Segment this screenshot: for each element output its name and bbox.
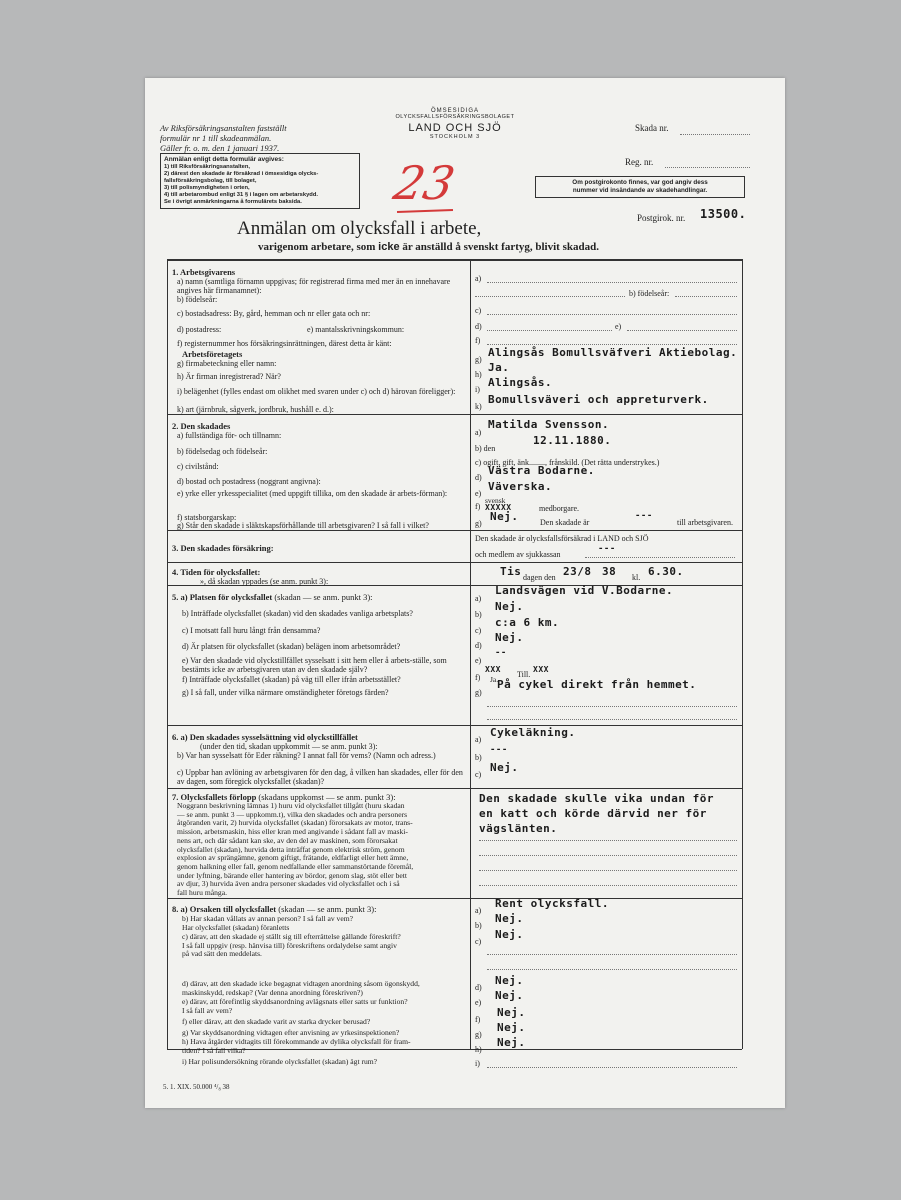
s7-line: — se anm. punkt 3 — uppkomm.t), vilka den skadades och andra personers <box>177 809 408 819</box>
s2-b-prefix: b) den <box>475 444 496 453</box>
s1-b-label: b) födelseår: <box>177 295 218 304</box>
s8-line: tiden? I så fall vilka? <box>182 1045 246 1055</box>
s5-g-label: g) I så fall, under vilka närmare omständigheter företogs färden? <box>182 688 389 697</box>
s5-d-letter: d) <box>475 641 482 650</box>
s2-g-dash: --- <box>635 511 653 521</box>
postgiro-value: 13500. <box>700 207 747 221</box>
company-top: ÖMSESIDIGA <box>430 108 479 114</box>
s5-f-till: Till. <box>517 670 531 679</box>
s2-g-letter: g) <box>475 519 482 528</box>
s2-e-label: e) yrke eller yrkesspecialitet (med uppgift tillika, om den skadade är arbets-förman): <box>177 489 448 498</box>
s2-b-answer: 12.11.1880. <box>533 434 612 447</box>
s8-c-label <box>182 933 401 959</box>
s4-heading: 4. Tiden för olycksfallet: <box>172 567 261 577</box>
answer-line <box>675 296 737 297</box>
s5-f-strike: XXX <box>485 665 501 674</box>
table-mid-divider <box>470 259 471 1049</box>
s1-i-label: i) belägenhet (fylles endast om olikhet med svaren under c) och d) härovan föreligger): <box>177 387 456 396</box>
answer-line <box>487 719 737 720</box>
s8-line: I så fall uppgiv (resp. hänvisa till) föreskriftens ordalydelse samt angiv <box>182 940 397 950</box>
s2-d-letter: d) <box>475 473 482 482</box>
s2-d-label: d) bostad och postadress (noggrant angivna): <box>177 477 321 486</box>
s2-a-letter: a) <box>475 428 482 437</box>
s2-b-label: b) födelsedag och födelseår: <box>177 447 268 456</box>
s5-b-answer: Nej. <box>495 600 524 613</box>
answer-line <box>627 330 737 331</box>
form-subtitle <box>258 241 599 254</box>
box-lines <box>164 164 356 206</box>
s8-line: på vad sätt den meddelats. <box>182 949 262 959</box>
s8-h-answer: Nej. <box>497 1036 526 1049</box>
s8-heading <box>172 905 376 914</box>
s8-f-letter: f) <box>475 1015 481 1024</box>
s1-right-b: b) födelseår: <box>629 289 670 298</box>
table-right-border <box>742 259 743 1049</box>
reg-nr-label: Reg. nr. <box>625 157 654 167</box>
s5-c-letter: c) <box>475 626 482 635</box>
company-sub: OLYCKSFALLSFÖRSÄKRINGSBOLAGET <box>395 114 515 120</box>
answer-line <box>479 840 737 841</box>
s2-g-mid: Den skadade är <box>540 518 590 527</box>
s8-a-answer: Rent olycksfall. <box>495 897 609 910</box>
answer-line <box>479 885 737 886</box>
box-line: 1) till Riksförsäkringsanstalten, <box>164 163 251 170</box>
s7-line: genom halkning eller fall, genom nedfallande eller sammanstörtande föremål, <box>177 861 414 871</box>
notice-line: formulär nr 1 till skadeanmälan. <box>160 133 272 143</box>
s2-e-letter: e) <box>475 489 482 498</box>
s5-f-letter: f) <box>475 673 481 682</box>
s1-h-letter: h) <box>475 370 482 379</box>
answer-line <box>487 314 737 315</box>
s1-f-letter: f) <box>475 336 481 345</box>
answer-line <box>585 557 735 558</box>
company-name: LAND OCH SJÖ <box>408 122 502 134</box>
answer-line <box>487 282 737 283</box>
legal-notice <box>160 123 287 153</box>
s3-sickfund-text: och medlem av sjukkassan <box>475 550 561 559</box>
answer-line <box>487 1067 737 1068</box>
s5-e-letter: e) <box>475 656 482 665</box>
company-city: STOCKHOLM 3 <box>429 134 481 140</box>
s5-f-strike-2: XXX <box>533 665 549 674</box>
s2-f-nationality: svensk <box>485 496 506 505</box>
s2-c-options: c) ogift, gift, änk........, frånskild. (Det rätta understrykes.) <box>475 458 660 467</box>
s8-a-letter: a) <box>475 906 482 915</box>
s8-line: I så fall av vem? <box>182 1005 233 1015</box>
s8-d-letter: d) <box>475 983 482 992</box>
s8-i-letter: i) <box>475 1059 480 1068</box>
s8-e-answer: Nej. <box>495 989 524 1002</box>
box-title: Anmälan enligt detta formulär avgives: <box>164 156 284 163</box>
postgiro-note-line: nummer vid insändande av skadehandlingar. <box>572 187 708 194</box>
s2-f-strike: XXXXX <box>485 503 512 512</box>
s5-c-answer: c:a 6 km. <box>495 616 560 629</box>
s7-line: olycksfallet (skadan), hurvida detta inträffat genom elektrisk ström, genom <box>177 844 405 854</box>
form-title: Anmälan om olycksfall i arbete, <box>237 218 482 239</box>
s1-f-label: f) registernummer hos försäkringsinrättningen, därest detta är känt: <box>177 339 392 348</box>
section-divider <box>167 898 742 899</box>
s7-instructions <box>177 802 413 898</box>
s7-answer-line: Den skadade skulle vika undan för <box>479 792 715 805</box>
s8-line: maskinskydd, redskap? (Var denna anordning föreskriven?) <box>182 987 363 997</box>
s7-line: fall huru många. <box>177 888 227 898</box>
s7-line: Noggrann beskrivning lämnas 1) huru vid olycksfallet tillgått (huru skadan <box>177 801 405 810</box>
s6-b-answer: --- <box>490 745 508 755</box>
s1-g-letter: g) <box>475 355 482 364</box>
subtitle-post: är anställd å svenskt fartyg, blivit skadad. <box>402 241 599 253</box>
s8-f-answer: Nej. <box>497 1006 526 1019</box>
s8-b-letter: b) <box>475 921 482 930</box>
answer-line <box>487 706 737 707</box>
s8-i-label: i) Har polisundersökning rörande olycksfallet (skadan) ägt rum? <box>182 1057 378 1066</box>
s4-kl: kl. <box>632 573 641 582</box>
s7-answer <box>479 791 714 836</box>
s5-b-label: b) Inträffade olycksfallet (skadan) vid den skadades vanliga arbetsplats? <box>182 609 413 618</box>
s6-heading-2: (under den tid, skadan uppkommit — se anm. punkt 3): <box>200 742 378 751</box>
s3-sickfund-dash: --- <box>598 544 616 554</box>
section-divider <box>167 414 742 415</box>
s2-e-answer: Väverska. <box>488 480 553 493</box>
s5-e-answer: -- <box>495 648 507 658</box>
answer-line <box>475 296 625 297</box>
notice-line: Gäller fr. o. m. den 1 januari 1937. <box>160 143 280 153</box>
s1-e-label: e) mantalsskrivningskommun: <box>307 325 405 334</box>
s7-line: åtgöranden varit, 2) hurvida olycksfallet (skadan) förorsakats av motor, trans- <box>177 818 413 828</box>
s1-a-letter: a) <box>475 274 482 283</box>
postgiro-note <box>535 176 745 198</box>
s5-heading-note: (skadan — se anm. punkt 3): <box>274 592 373 602</box>
s1-i-letter: i) <box>475 385 480 394</box>
s7-line: av djur, 3) hurvida även andra personer skadades vid olycksfallet och i så <box>177 879 400 889</box>
s8-e-label <box>182 998 408 1015</box>
s5-d-label: d) Är platsen för olycksfallet (skadan) belägen inom arbetsområdet? <box>182 642 401 651</box>
s8-g-label: g) Var skyddsanordning vidtagen efter anvisning av yrkesinspektionen? <box>182 1028 400 1037</box>
s8-line: Har olycksfallet (skadan) föranletts <box>182 922 290 932</box>
s5-f-label: f) Inträffade olycksfallet (skadan) på väg till eller ifrån arbetsstället? <box>182 675 401 684</box>
s1-h-answer: Ja. <box>488 361 510 374</box>
s7-heading-note: (skadans uppkomst — se anm. punkt 3): <box>258 792 396 802</box>
form-page <box>145 78 785 1108</box>
section-divider <box>167 725 742 726</box>
answer-line <box>479 855 737 856</box>
s5-g-answer: På cykel direkt från hemmet. <box>497 678 697 691</box>
s2-g-post: till arbetsgivaren. <box>677 518 733 527</box>
s8-heading-text: 8. a) Orsaken till olycksfallet <box>172 904 277 914</box>
box-line: 2) därest den skadade är försäkrad i ömsesidiga olycks- <box>164 170 319 177</box>
s8-c-letter: c) <box>475 937 482 946</box>
s1-k-answer: Bomullsväveri och appreturverk. <box>488 393 709 406</box>
s1-g-answer: Alingsås Bomullsväfveri Aktiebolag. <box>488 346 738 359</box>
s1-right-e: e) <box>615 322 622 331</box>
company-logo <box>385 108 525 140</box>
s2-g-answer: Nej. <box>490 510 519 523</box>
s8-f-label: f) eller därav, att den skadade varit av starka drycker berusad? <box>182 1017 371 1026</box>
table-top-border <box>167 259 742 261</box>
s1-d-label: d) postadress: <box>177 325 222 334</box>
s5-d-answer: Nej. <box>495 631 524 644</box>
s4-dagen-den: dagen den <box>523 573 556 582</box>
reg-nr-line <box>665 167 750 168</box>
s5-b-letter: b) <box>475 610 482 619</box>
s1-c-label: c) bostadsadress: By, gård, hemman och nr eller gata och nr: <box>177 309 371 318</box>
s8-line: c) därav, att den skadade ej ställt sig till efterrättelse gällande föreskrift? <box>182 932 401 941</box>
subtitle-bold: icke <box>378 241 400 253</box>
box-line: 4) till arbetarombud enligt 31 § i lagen om arbetarskydd. <box>164 191 318 198</box>
s8-line: d) därav, att den skadade icke begagnat vidtagen anordning såsom ögonskydd, <box>182 979 420 988</box>
s2-d-answer: Västra Bodarne. <box>488 464 595 477</box>
s8-h-label <box>182 1038 411 1055</box>
s1-h-label: h) Är firman inregistrerad? När? <box>177 372 281 381</box>
s8-heading-note: (skadan — se anm. punkt 3): <box>278 904 377 914</box>
s8-d-answer: Nej. <box>495 974 524 987</box>
box-line: 3) till polismyndigheten i orten, <box>164 184 250 191</box>
skada-nr-line <box>680 134 750 135</box>
s5-a-answer: Landsvägen vid V.Bodarne. <box>495 584 674 597</box>
answer-line <box>487 969 737 970</box>
s2-f-letter: f) <box>475 502 481 511</box>
s7-line: explosion av sprängämne, genom giftigt, frätande, eldfarligt eller hett ämne, <box>177 853 409 863</box>
s1-g-label: g) firmabeteckning eller namn: <box>177 359 277 368</box>
s8-line: h) Hava åtgärder vidtagits till förekommande av dylika olycksfall för fram- <box>182 1037 411 1046</box>
s6-c-answer: Nej. <box>490 761 519 774</box>
s8-h-letter: h) <box>475 1045 482 1054</box>
s7-answer-line: en katt och körde därvid ner för <box>479 807 707 820</box>
s4-year: 38 <box>602 565 617 578</box>
s8-b-label <box>182 915 353 932</box>
s8-line: e) därav, att förefintlig skyddsanordning avlägsnats eller satts ur funktion? <box>182 997 408 1006</box>
instruction-box <box>160 153 360 209</box>
s4-day: Tis <box>500 565 522 578</box>
postgiro-label: Postgirok. nr. <box>637 213 686 223</box>
s7-answer-line: vägslänten. <box>479 822 558 835</box>
s5-c-label: c) I motsatt fall huru långt från densamma? <box>182 626 321 635</box>
s6-b-label: b) Var han sysselsatt för Eder räkning? I annat fall för vems? (Namn och adress.) <box>177 751 436 760</box>
s2-f-post: medborgare. <box>539 504 580 513</box>
s6-c-label: c) Uppbar han avlöning av arbetsgivaren för den dag, å vilken han skadades, eller för den av dagen, som föregick olycksfallet (skadan)? <box>177 768 463 786</box>
s2-g-label: g) Står den skadade i släktskapsförhållande till arbetsgivaren? I så fall i vilket? <box>177 521 429 530</box>
s8-g-letter: g) <box>475 1030 482 1039</box>
s4-sub: », då skadan yppades (se anm. punkt 3): <box>200 577 329 586</box>
s8-d-label <box>182 980 420 997</box>
s8-c-answer: Nej. <box>495 928 524 941</box>
s2-c-label: c) civilstånd: <box>177 462 219 471</box>
s8-g-answer: Nej. <box>497 1021 526 1034</box>
s5-f-ja: Ja. <box>490 675 499 684</box>
s5-e-label: e) Var den skadade vid olyckstillfället sysselsatt i sitt hem eller å arbets-ställe, som bestämts icke av arbetsgivaren utan av den skadade själv? <box>182 656 447 674</box>
s1-k-label: k) art (järnbruk, sågverk, jordbruk, hushåll e. d.): <box>177 405 334 414</box>
s7-line: under lyftning, bärande eller hantering av bördor, genom slag, stöt eller bett <box>177 870 407 880</box>
box-line: fallsförsäkringsbolag, till bolaget, <box>164 177 257 184</box>
s5-heading <box>172 593 373 602</box>
section-divider <box>167 788 742 789</box>
s6-a-answer: Cykeläkning. <box>490 726 576 739</box>
s3-heading: 3. Den skadades försäkring: <box>172 543 274 553</box>
table-left-border <box>167 259 168 1049</box>
s7-heading-text: 7. Olycksfallets förlopp <box>172 792 257 802</box>
s1-sub-heading: Arbetsföretagets <box>182 349 243 359</box>
s4-time: 6.30. <box>648 565 684 578</box>
s3-insured-text: Den skadade är olycksfallsförsäkrad i LAND och SJÖ <box>475 534 649 543</box>
s6-heading: 6. a) Den skadades sysselsättning vid olyckstillfället <box>172 732 358 742</box>
s8-b-answer: Nej. <box>495 912 524 925</box>
s8-e-letter: e) <box>475 998 482 1007</box>
postgiro-note-line: Om postgirokonto finnes, var god angiv dess <box>572 179 708 186</box>
s6-c-letter: c) <box>475 770 482 779</box>
s5-heading-text: 5. a) Platsen för olycksfallet <box>172 592 273 602</box>
s2-heading: 2. Den skadades <box>172 421 231 431</box>
subtitle-pre: varigenom arbetare, som <box>258 241 376 253</box>
s7-line: mission, arbetsmaskin, hiss eller kran med angivande i sådant fall av maski- <box>177 827 408 837</box>
answer-line <box>487 344 737 345</box>
section-divider <box>167 562 742 563</box>
s6-a-letter: a) <box>475 735 482 744</box>
print-code: 5. 1. XIX. 50.000 ⁴/₈ 38 <box>163 1083 230 1091</box>
section-divider <box>167 530 742 531</box>
red-case-number: 23 <box>389 156 460 210</box>
s1-a-label: a) namn (samtliga förnamn uppgivas; för registrerad firma med mer än en innehavare angives här firmanamnet): <box>177 277 451 295</box>
s1-heading: 1. Arbetsgivarens <box>172 267 236 277</box>
skada-nr-label: Skada nr. <box>635 123 669 133</box>
notice-line: Av Riksförsäkringsanstalten fastställt <box>160 123 287 133</box>
s5-a-letter: a) <box>475 594 482 603</box>
s8-line: b) Har skadan vållats av annan person? I så fall av vem? <box>182 914 354 923</box>
s6-b-letter: b) <box>475 753 482 762</box>
answer-line <box>487 954 737 955</box>
s2-a-label: a) fullständiga för- och tillnamn: <box>177 431 282 440</box>
s1-c-letter: c) <box>475 306 482 315</box>
s7-line: nens art, och där sådant kan ske, av den del av maskinen, som förorsakat <box>177 835 398 845</box>
s5-g-letter: g) <box>475 688 482 697</box>
answer-line <box>487 330 612 331</box>
s1-k-letter: k) <box>475 402 482 411</box>
s1-i-answer: Alingsås. <box>488 376 553 389</box>
s2-f-label: f) statsborgarskap: <box>177 513 237 522</box>
s4-date: 23/8 <box>563 565 592 578</box>
s1-d-letter: d) <box>475 322 482 331</box>
box-line: Se i övrigt anmärkningarna å formulärets baksida. <box>164 198 302 205</box>
answer-line <box>479 870 737 871</box>
s2-a-answer: Matilda Svensson. <box>488 418 610 431</box>
